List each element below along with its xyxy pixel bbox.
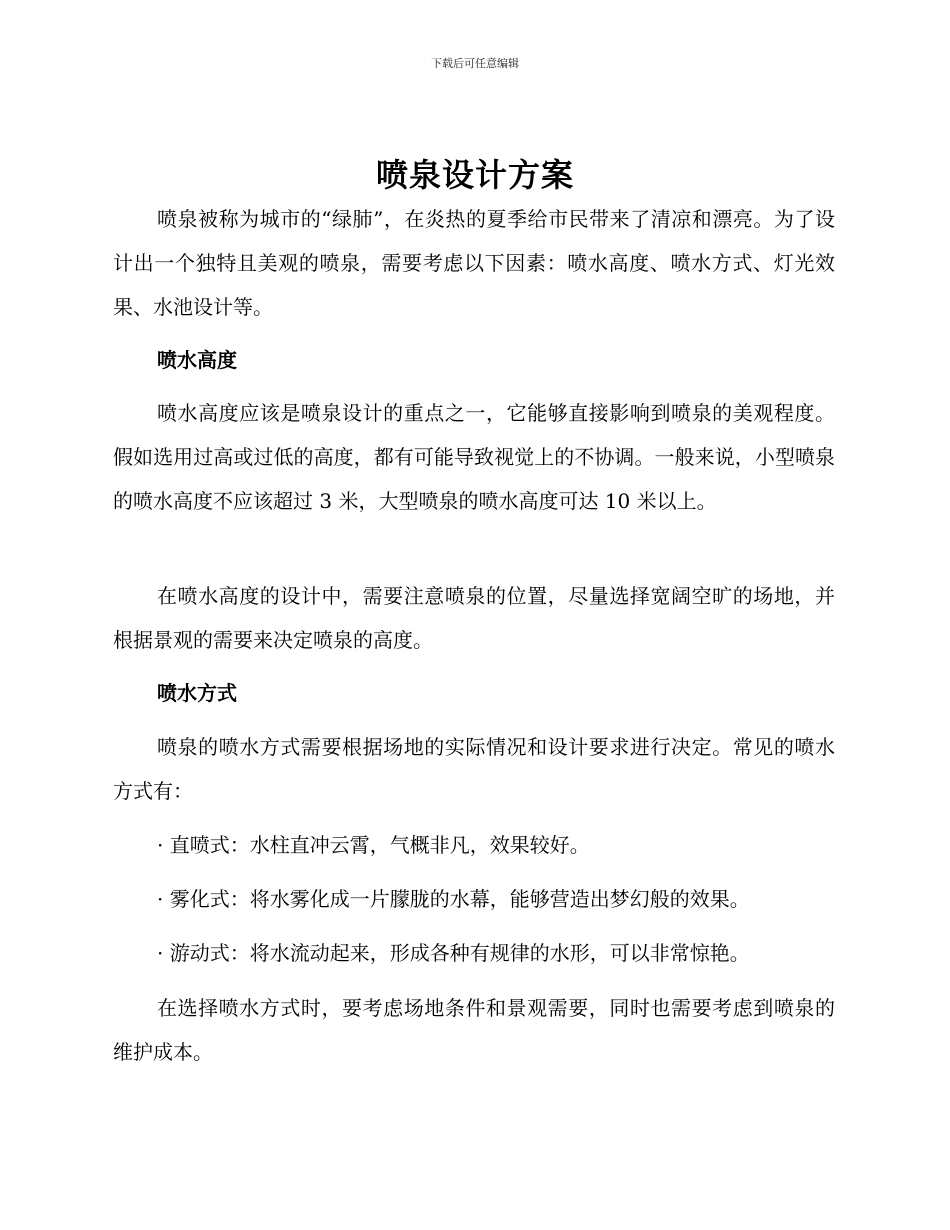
intro-paragraph: 喷泉被称为城市的“绿肺”，在炎热的夏季给市民带来了清凉和漂亮。为了设计出一个独特且美观的喷泉，需要考虑以下因素：喷水高度、喷水方式、灯光效果、水池设计等。 (113, 207, 835, 319)
paragraph-spray-height-2: 在喷水高度的设计中，需要注意喷泉的位置，尽量选择宽阔空旷的场地，并根据景观的需要来决定喷泉的高度。 (113, 584, 835, 652)
bullet-mist-spray: · 雾化式：将水雾化成一片朦胧的水幕，能够营造出梦幻般的效果。 (157, 887, 750, 911)
paragraph-spray-method-1: 喷泉的喷水方式需要根据场地的实际情况和设计要求进行决定。常见的喷水方式有： (113, 735, 835, 803)
section-heading-spray-height: 喷水高度 (157, 348, 237, 372)
bullet-direct-spray: · 直喷式：水柱直冲云霄，气概非凡，效果较好。 (157, 833, 590, 857)
paragraph-spray-method-closing: 在选择喷水方式时，要考虑场地条件和景观需要，同时也需要考虑到喷泉的维护成本。 (113, 996, 835, 1064)
header-note: 下载后可任意编辑 (431, 57, 519, 70)
paragraph-spray-height-1: 喷水高度应该是喷泉设计的重点之一，它能够直接影响到喷泉的美观程度。假如选用过高或过低的高度，都有可能导致视觉上的不协调。一般来说，小型喷泉的喷水高度不应该超过 3 米，大型喷泉的喷水高度可达 10 米以上。 (113, 401, 835, 513)
bullet-flowing-spray: · 游动式：将水流动起来，形成各种有规律的水形，可以非常惊艳。 (157, 941, 750, 965)
section-heading-spray-method: 喷水方式 (157, 681, 237, 705)
document-title: 喷泉设计方案 (375, 156, 574, 194)
